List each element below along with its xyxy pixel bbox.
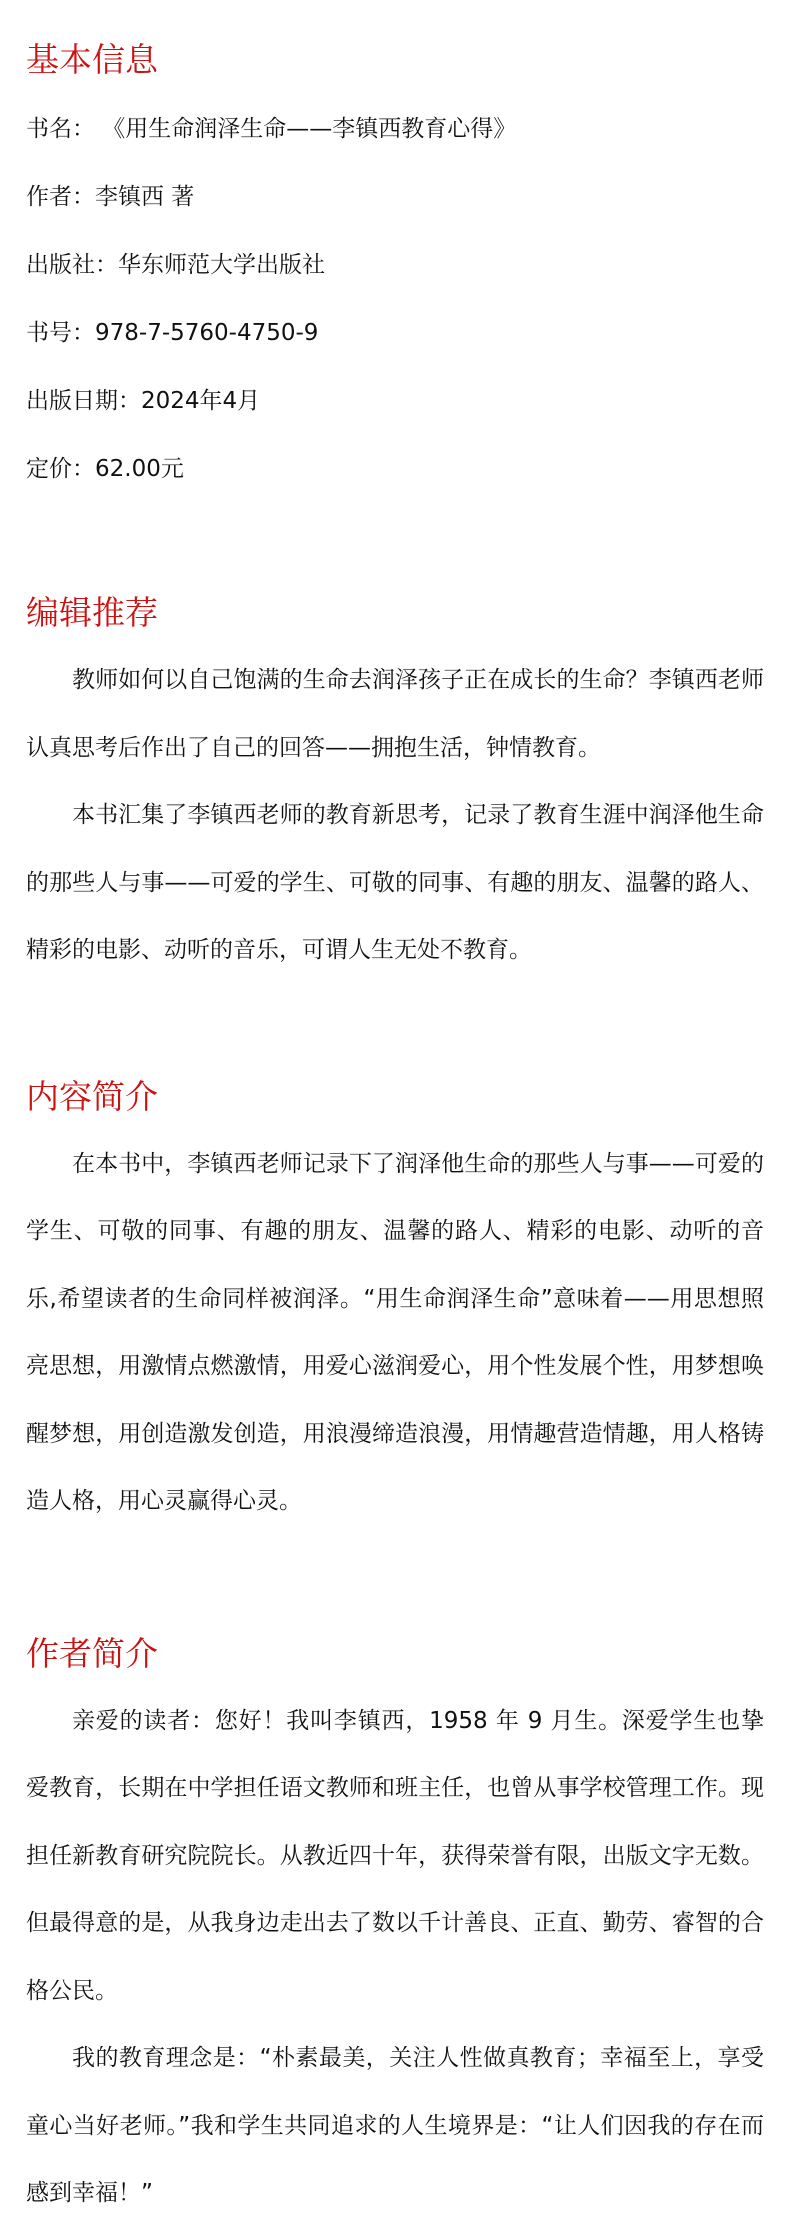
book-title-line: 书名： 《用生命润泽生命——李镇西教育心得》 — [26, 116, 517, 142]
editor-recommendation-section — [26, 503, 764, 985]
author-intro-paragraph: 我的教育理念是：“朴素最美，关注人性做真教育；幸福至上，享受童心当好老师。”我和学生共同追求的人生境界是：“让人们因我的存在而感到幸福！” — [26, 2045, 764, 2206]
author-intro-paragraph: 亲爱的读者：您好！我叫李镇西，1958 年 9 月生。深爱学生也挚爱教育，长期在中学担任语文教师和班主任，也曾从事学校管理工作。现担任新教育研究院院长。从教近四十年，获得荣誉有限，出版文字无数。但最得意的是，从我身边走出去了数以千计善良、正直、勤劳、睿智的合格公民。 — [26, 1707, 764, 2004]
content-summary-section — [26, 985, 764, 1536]
editor-recommendation-heading: 编辑推荐 — [26, 593, 158, 632]
author-intro-section — [26, 1536, 764, 2228]
author-line: 作者：李镇西 著 — [26, 184, 195, 210]
isbn-line: 书号：978-7-5760-4750-9 — [26, 320, 319, 346]
editor-recommendation-paragraph: 教师如何以自己饱满的生命去润泽孩子正在成长的生命？李镇西老师认真思考后作出了自己的回答——拥抱生活，钟情教育。 — [26, 667, 764, 761]
pub-date-line: 出版日期：2024年4月 — [26, 388, 261, 414]
publisher-line: 出版社：华东师范大学出版社 — [26, 252, 325, 278]
author-intro-heading: 作者简介 — [26, 1633, 158, 1673]
content-summary-heading: 内容简介 — [26, 1076, 158, 1116]
content-summary-paragraph: 在本书中，李镇西老师记录下了润泽他生命的那些人与事——可爱的学生、可敬的同事、有趣的朋友、温馨的路人、精彩的电影、动听的音乐,希望读者的生命同样被润泽。“用生命润泽生命”意味着——用思想照亮思想，用激情点燃激情，用爱心滋润爱心，用个性发展个性，用梦想唤醒梦想，用创造激发创造，用浪漫缔造浪漫，用情趣营造情趣，用人格铸造人格，用心灵赢得心灵。 — [26, 1150, 764, 1514]
editor-recommendation-paragraph: 本书汇集了李镇西老师的教育新思考，记录了教育生涯中润泽他生命的那些人与事——可爱的学生、可敬的同事、有趣的朋友、温馨的路人、精彩的电影、动听的音乐，可谓人生无处不教育。 — [26, 802, 764, 963]
price-line: 定价：62.00元 — [26, 456, 184, 482]
basic-info-section — [26, 0, 764, 503]
basic-info-heading: 基本信息 — [26, 40, 158, 79]
